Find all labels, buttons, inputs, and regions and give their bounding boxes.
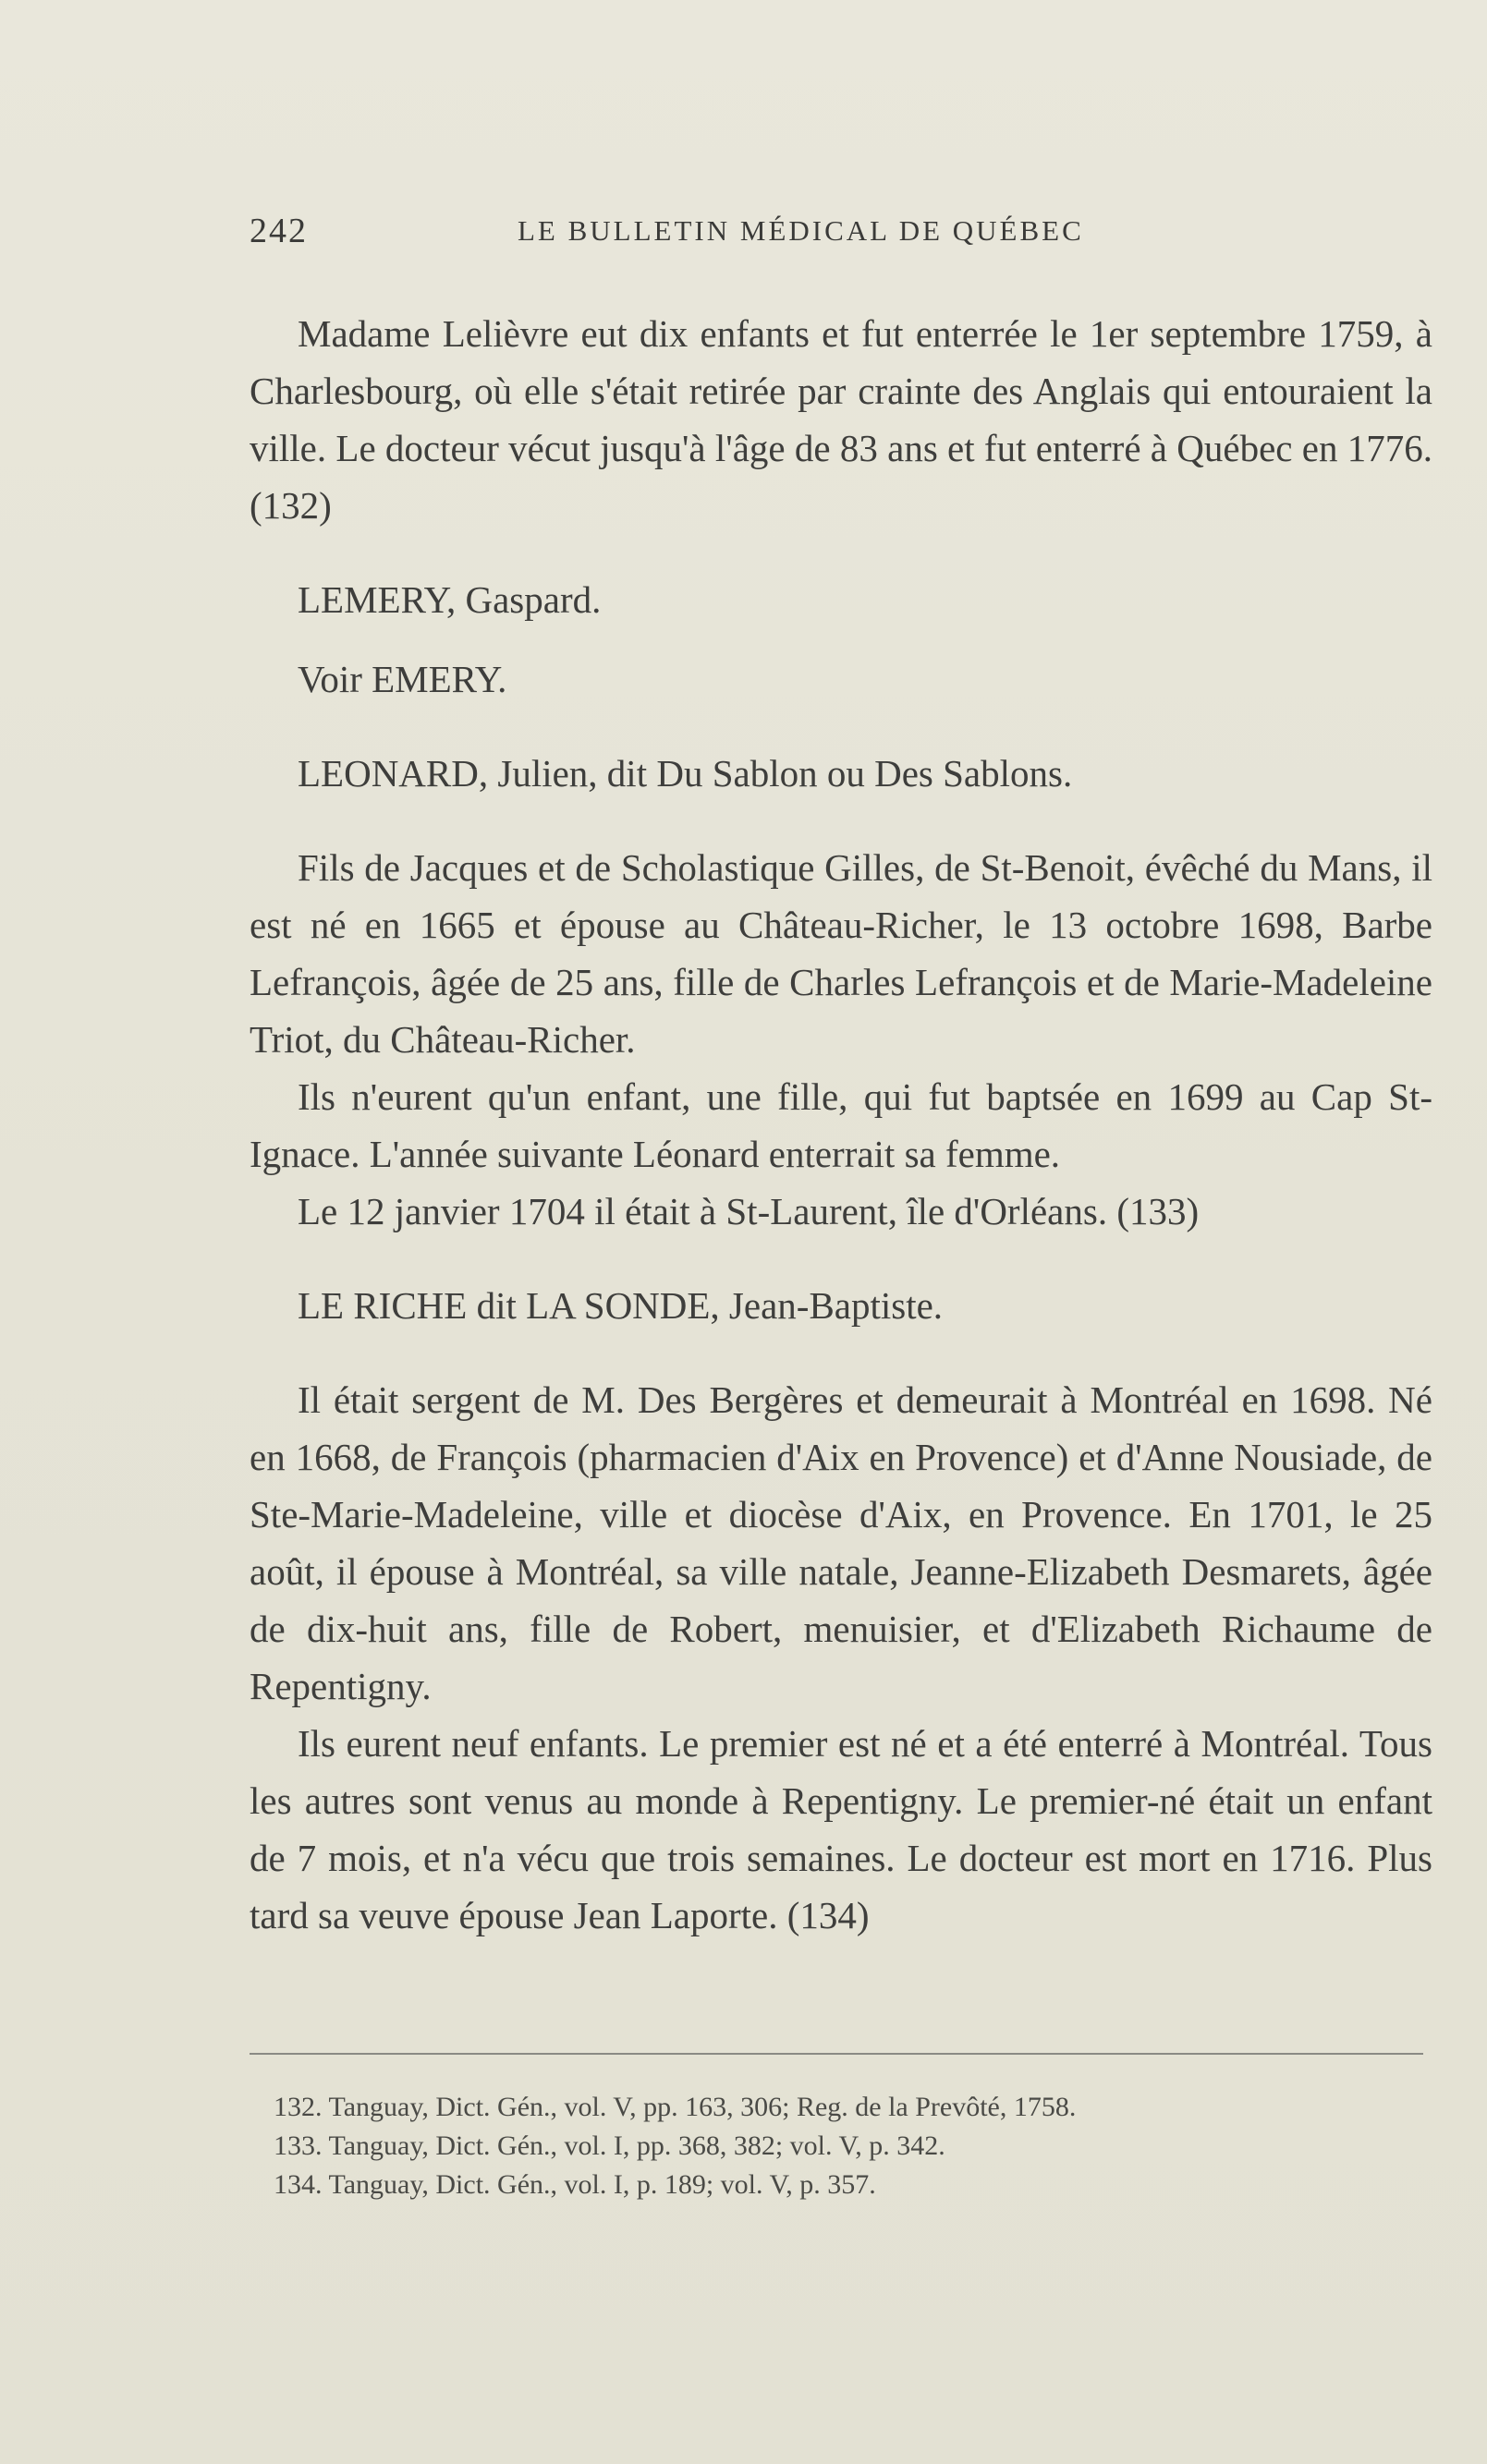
- running-head: LE BULLETIN MÉDICAL DE QUÉBEC: [518, 214, 1084, 247]
- footnote-number: 132.: [274, 2092, 323, 2122]
- footnote-text: Tanguay, Dict. Gén., vol. I, pp. 368, 382; vol. V, p. 342.: [328, 2130, 945, 2161]
- body-text: [250, 305, 1432, 1944]
- footnote-number: 134.: [274, 2169, 323, 2200]
- page-header: [250, 211, 1174, 266]
- cross-reference-emery: Voir EMERY.: [298, 658, 507, 700]
- paragraph-leonard-origins: Fils de Jacques et de Scholastique Gilles, de St-Benoit, évêché du Mans, il est né en 1665 et épouse au Château-Richer, le 13 octobre 1698, Barbe Lefrançois, âgée de 25 ans, fille de Charles Lefrançois et de Marie-Madeleine Triot, du Château-Richer.: [250, 846, 1432, 1061]
- footnote-number: 133.: [274, 2130, 323, 2161]
- footnotes: [274, 2088, 1420, 2204]
- paragraph-le-riche-origins: Il était sergent de M. Des Bergères et demeurait à Montréal en 1698. Né en 1668, de François (pharmacien d'Aix en Provence) et d'Anne Nousiade, de Ste-Marie-Madeleine, ville et diocèse d'Aix, en Provence. En 1701, le 25 août, il épouse à Montréal, sa ville natale, Jeanne-Elizabeth Desmarets, âgée de dix-huit ans, fille de Robert, menuisier, et d'Elizabeth Richaume de Repentigny.: [250, 1378, 1432, 1707]
- paragraph-leonard-child: Ils n'eurent qu'un enfant, une fille, qui fut baptsée en 1699 au Cap St-Ignace. L'année suivante Léonard enterrait sa femme.: [250, 1075, 1432, 1175]
- footnote-133: [274, 2127, 1420, 2166]
- paragraph-leonard-1704: Le 12 janvier 1704 il était à St-Laurent, île d'Orléans. (133): [298, 1190, 1200, 1232]
- footnote-132: [274, 2088, 1420, 2127]
- paragraph-lelievre: Madame Lelièvre eut dix enfants et fut enterrée le 1er septembre 1759, à Charlesbourg, où elle s'était retirée par crainte des Anglais qui entouraient la ville. Le docteur vécut jusqu'à l'âge de 83 ans et fut enterré à Québec en 1776. (132): [250, 312, 1432, 527]
- entry-heading-lemery: LEMERY, Gaspard.: [298, 578, 602, 621]
- footnote-134: [274, 2166, 1420, 2204]
- page-number: 242: [250, 212, 308, 250]
- paragraph-le-riche-children: Ils eurent neuf enfants. Le premier est né et a été enterré à Montréal. Tous les autres sont venus au monde à Repentigny. Le premier-né était un enfant de 7 mois, et n'a vécu que trois semaines. Le docteur est mort en 1716. Plus tard sa veuve épouse Jean Laporte. (134): [250, 1722, 1432, 1936]
- entry-heading-leonard: LEONARD, Julien, dit Du Sablon ou Des Sablons.: [298, 752, 1073, 795]
- footnote-text: Tanguay, Dict. Gén., vol. I, p. 189; vol. V, p. 357.: [328, 2169, 876, 2200]
- footnote-text: Tanguay, Dict. Gén., vol. V, pp. 163, 306; Reg. de la Prevôté, 1758.: [328, 2092, 1077, 2122]
- entry-heading-le-riche: LE RICHE dit LA SONDE, Jean-Baptiste.: [298, 1284, 944, 1327]
- footnote-separator: [250, 2053, 1423, 2055]
